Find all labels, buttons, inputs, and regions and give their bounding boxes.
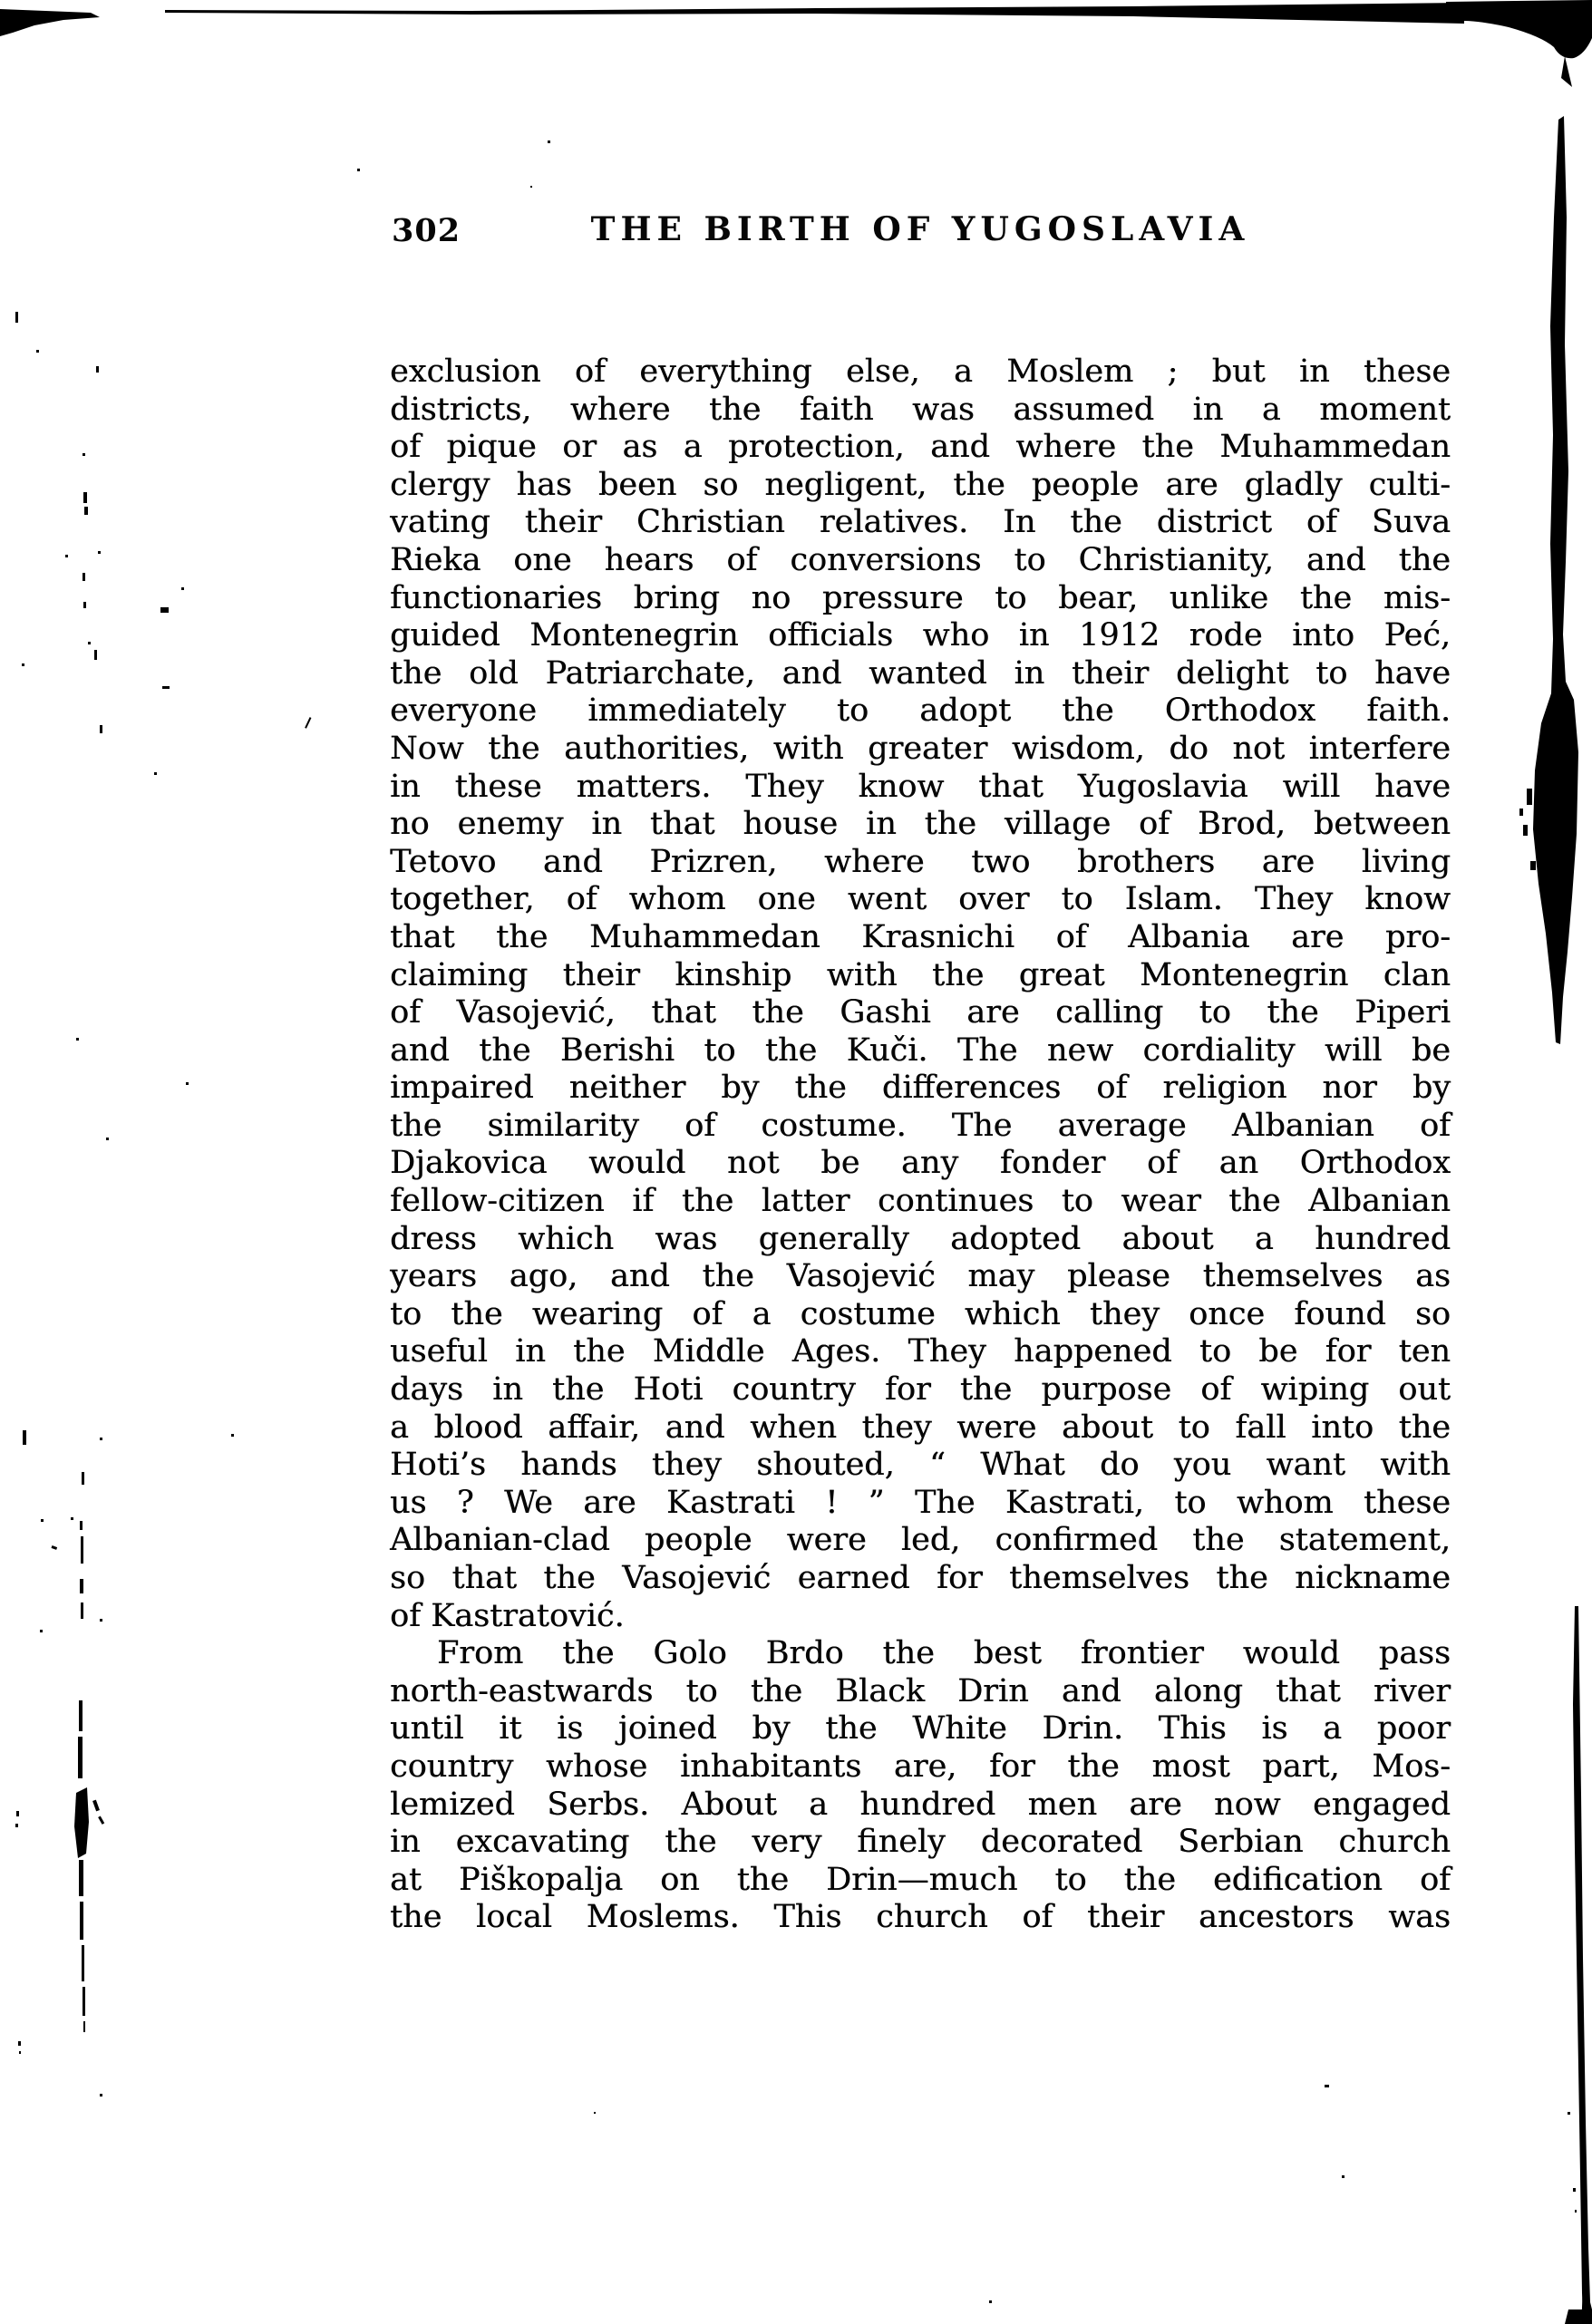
text-line: everyone immediately to adopt the Orthodox faith. [390, 692, 1451, 730]
text-line: Rieka one hears of conversions to Christianity, and the [390, 541, 1451, 578]
text-line: until it is joined by the White Drin. This is a poor [390, 1710, 1451, 1748]
text-line: to the wearing of a costume which they once found so [390, 1295, 1451, 1332]
text-line: From the Golo Brdo the best frontier would pass [437, 1635, 1451, 1672]
text-line: lemized Serbs. About a hundred men are now engaged [390, 1786, 1451, 1823]
scan-artifact-top-right-tail [1561, 56, 1572, 87]
text-line: functionaries bring no pressure to bear, unlike the mis- [390, 579, 1451, 616]
body-text [390, 353, 1451, 1937]
text-line: of pique or as a protection, and where the Muhammedan [390, 429, 1451, 466]
text-line: fellow-citizen if the latter continues to wear the Albanian [390, 1183, 1451, 1220]
scan-artifact-top-right-blob [1446, 0, 1592, 58]
scan-artifact-right-streak-foot [1565, 2309, 1592, 2324]
text-line: impaired neither by the differences of religion nor by [390, 1070, 1451, 1107]
text-line: of Vasojević, that the Gashi are calling to the Piperi [390, 994, 1451, 1031]
scan-artifact-speck [3, 24, 10, 32]
text-line: of Kastratović. [390, 1597, 625, 1634]
text-line: a blood affair, and when they were about to fall into the [390, 1409, 1451, 1446]
text-line: us ? We are Kastrati ! ” The Kastrati, to whom these [390, 1484, 1451, 1521]
text-line: Tetovo and Prizren, where two brothers are living [390, 843, 1451, 880]
text-line: and the Berishi to the Kuči. The new cordiality will be [390, 1031, 1451, 1069]
text-line: vating their Christian relatives. In the district of Suva [390, 504, 1451, 541]
scan-artifact-right-streak-lower [1573, 1606, 1592, 2324]
text-line: claiming their kinship with the great Montenegrin clan [390, 956, 1451, 993]
text-line: the similarity of costume. The average Albanian of [390, 1107, 1451, 1144]
text-line: in excavating the very finely decorated Serbian church [390, 1824, 1451, 1861]
text-line: in these matters. They know that Yugoslavia will have [390, 768, 1451, 805]
text-line: no enemy in that house in the village of Brod, between [390, 806, 1451, 843]
scan-artifact-right-streak-upper [1533, 116, 1578, 1044]
text-column [390, 210, 1451, 1937]
text-line: country whose inhabitants are, for the most part, Mos- [390, 1748, 1451, 1785]
text-line: years ago, and the Vasojević may please themselves as [390, 1258, 1451, 1295]
text-line: districts, where the faith was assumed in a moment [390, 391, 1451, 428]
page-number: 302 [392, 212, 461, 249]
text-line: Now the authorities, with greater wisdom, do not interfere [390, 730, 1451, 767]
scan-artifact-left-crease [15, 1472, 104, 2032]
text-line: useful in the Middle Ages. They happened to be for ten [390, 1333, 1451, 1370]
running-title: THE BIRTH OF YUGOSLAVIA [590, 210, 1250, 248]
text-line: the local Moslems. This church of their ancestors was [390, 1899, 1451, 1936]
scan-artifact-top-left-wedge [0, 9, 100, 36]
text-line: north-eastwards to the Black Drin and along that river [390, 1672, 1451, 1709]
text-line: guided Montenegrin officials who in 1912 rode into Peć, [390, 617, 1451, 654]
text-line: at Piškopalja on the Drin—much to the edification of [390, 1861, 1451, 1898]
text-line: Albanian-clad people were led, confirmed the statement, [390, 1522, 1451, 1559]
text-line: exclusion of everything else, a Moslem ; but in these [390, 353, 1451, 390]
text-line: Hoti’s hands they shouted, “ What do you want with [390, 1447, 1451, 1484]
text-line: together, of whom one went over to Islam. They know [390, 881, 1451, 918]
page-header [390, 210, 1451, 250]
text-line: that the Muhammedan Krasnichi of Albania are pro- [390, 918, 1451, 955]
text-line: dress which was generally adopted about a hundred [390, 1220, 1451, 1257]
text-line: the old Patriarchate, and wanted in their delight to have [390, 654, 1451, 692]
scan-artifact-top-edge-line [165, 3, 1464, 24]
text-line: days in the Hoti country for the purpose of wiping out [390, 1371, 1451, 1409]
text-line: clergy has been so negligent, the people are gladly culti- [390, 466, 1451, 503]
text-line: so that the Vasojević earned for themselves the nickname [390, 1560, 1451, 1596]
text-line: Djakovica would not be any fonder of an Orthodox [390, 1145, 1451, 1182]
